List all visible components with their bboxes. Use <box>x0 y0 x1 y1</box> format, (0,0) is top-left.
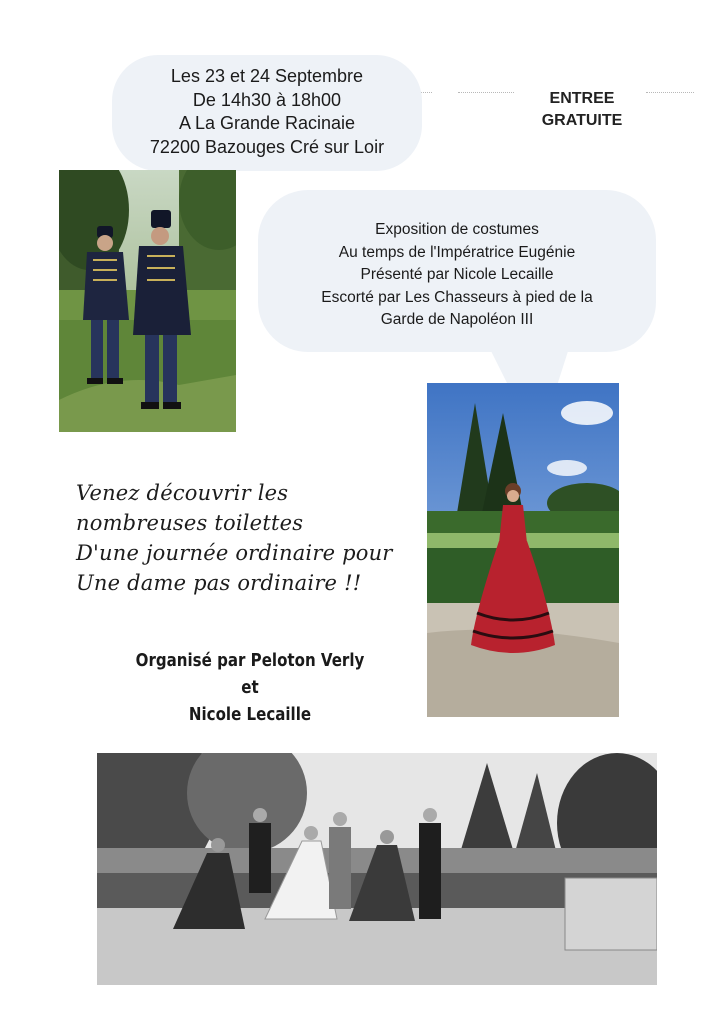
tagline-line-1: Venez découvrir les <box>76 481 289 505</box>
event-dates: Les 23 et 24 Septembre <box>170 66 364 86</box>
exhibition-title: Exposition de costumes <box>375 221 539 238</box>
exhibition-bubble <box>258 190 656 352</box>
photo-lady-red-gown <box>427 383 619 717</box>
tagline <box>76 478 416 598</box>
dotted-trail <box>646 92 694 94</box>
exhibition-escort-cont: Garde de Napoléon III <box>380 311 534 328</box>
dotted-trail <box>458 92 514 94</box>
entry-line-1: ENTREE <box>549 90 615 107</box>
event-details-bubble <box>112 55 422 171</box>
tagline-line-3: D'une journée ordinaire pour <box>76 541 393 565</box>
organiser-line-1: Organisé par Peloton Verly <box>135 651 365 671</box>
tagline-line-4: Une dame pas ordinaire !! <box>76 571 362 595</box>
organiser-block <box>117 648 384 729</box>
event-hours: De 14h30 à 18h00 <box>192 89 342 110</box>
photo-uniformed-chasseurs <box>59 170 236 432</box>
event-venue: A La Grande Racinaie <box>178 113 356 133</box>
exhibition-presenter: Présenté par Nicole Lecaille <box>360 266 554 283</box>
photo-costumed-group <box>97 753 657 985</box>
organiser-line-3: Nicole Lecaille <box>188 705 312 725</box>
free-entry-label <box>520 88 644 132</box>
event-town: 72200 Bazouges Cré sur Loir <box>149 136 385 157</box>
exhibition-escort: Escorté par Les Chasseurs à pied de la <box>321 288 593 306</box>
organiser-line-2: et <box>241 678 259 698</box>
exhibition-era: Au temps de l'Impératrice Eugénie <box>338 243 576 261</box>
tagline-line-2: nombreuses toilettes <box>76 511 304 535</box>
entry-line-2: GRATUITE <box>541 112 623 129</box>
